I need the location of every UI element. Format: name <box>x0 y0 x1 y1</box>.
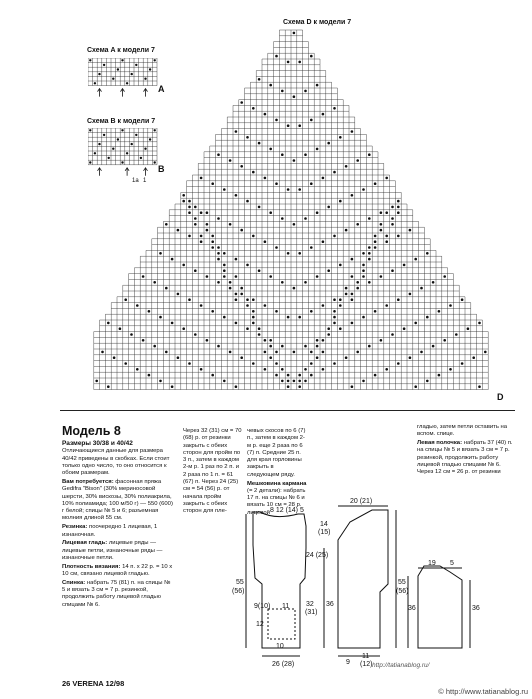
dim-front-55: 55 <box>398 579 406 586</box>
dim-back-32: 32 <box>306 601 314 608</box>
watermark: http://tatianablog.ru/ <box>372 662 430 669</box>
left-front-text: набрать 37 (40) п. на спицы № 5 и вязать 3 см = 7 р. резинкой, продолжить работу лицевой гладью спицами № 6. Через 12 см = 26 р. от резинки <box>417 440 513 476</box>
back-text: набрать 75 (81) п. на спицы № 5 и вязать 3 см = 7 р. резинкой, продолжить работу лицевой гладью спицами № 6. <box>62 579 171 608</box>
dim-back-9: 9(10) <box>254 603 271 610</box>
rib-text: поочередно 1 лицевая, 1 изнаночная. <box>62 524 158 538</box>
stockinette-text: лицевые ряды — лицевые петли, изнаночные ряды — изнаночные петли. <box>62 540 163 561</box>
materials-heading: Вам потребуется: <box>62 478 114 485</box>
left-front-heading: Левая полочка: <box>417 440 463 447</box>
dim-back-31: (31) <box>305 609 318 616</box>
pocket-text: (= 2 детали): набрать 17 п. на спицы № 6 и вязать 10 см = 28 р. лицевой <box>247 487 306 516</box>
dim-front-14: 14 <box>320 521 328 528</box>
dim-front-top: 20 (21) <box>350 498 373 505</box>
dim-front-9: 9 <box>346 659 350 666</box>
dim-back-11: 11 <box>282 603 290 610</box>
front-outline <box>338 510 388 648</box>
col2-text: Через 32 (31) см = 70 (68) р. от резинки закрыть с обеих сторон для пройм по 3 п., затем в каждом 2-м р. 1 раз по 2 п. и 2 раза по 1 п. = 61 (67) п. Через 24 (25) см = 54 (56) р. от начала пройм закрыть с обеих сторон для пле- <box>183 428 242 515</box>
model-sizes: Размеры 30/38 и 40/42 <box>62 439 133 447</box>
model-title: Модель 8 <box>62 424 121 438</box>
scheme-a-marker: A <box>158 84 165 94</box>
col4-text: гладью, затем петли оставить на вспом. спице. <box>417 424 508 438</box>
scheme-a-title: Схема A к модели 7 <box>87 47 155 54</box>
gauge-text: 14 п. х 22 р. = 10 х 10 см, связано лицевой гладью. <box>62 563 173 578</box>
dim-sleeve-side: 36 <box>408 605 416 612</box>
scheme-b-label-1: 1 <box>143 178 147 184</box>
dim-sleeve-5: 5 <box>450 560 454 567</box>
page-footer: 26 VERENA 12/98 <box>62 679 125 688</box>
back-pocket <box>268 609 295 639</box>
dim-sleeve-36: 36 <box>472 605 480 612</box>
dim-back-56: (56) <box>232 588 245 595</box>
pocket-heading: Мешковина кармана <box>247 480 307 487</box>
dim-back-arm: 24 (25) <box>306 552 329 559</box>
rib-heading: Резинка: <box>62 524 88 531</box>
dim-back-55: 55 <box>236 579 244 586</box>
copyright-link[interactable]: © http://www.tatianablog.ru <box>438 687 528 696</box>
scheme-b-title: Схема B к модели 7 <box>87 118 156 125</box>
dim-front-12: (12) <box>360 661 373 668</box>
scheme-b-marker: B <box>158 164 165 174</box>
sleeve-outline <box>418 566 462 648</box>
dim-back-top: 8 12 (14) 5 <box>270 507 304 514</box>
scheme-d-title: Схема D к модели 7 <box>283 19 352 26</box>
dim-front-11: 11 <box>362 653 370 660</box>
materials-text: фасонная пряжа Gedifra "Bison" (30% мериносовой шерсти, 30% вискозы, 30% полиакрила, 10% полиамида; 100 м/50 г) — 550 (600) г белой; спицы № 5 и 6; разъемная молния длиной 55 см. <box>62 478 173 522</box>
scheme-b-label-1a: 1a <box>132 178 139 184</box>
dim-back-12: 12 <box>256 621 264 628</box>
dim-sleeve-top: 19 <box>428 560 436 567</box>
scheme-d-marker: D <box>497 392 504 402</box>
dim-back-10: 10 <box>276 643 284 650</box>
col3-text: чевых скосов по 6 (7) п., затем в каждом 2-м р. еще 2 раза по 6 (7) п. Средние 25 п. для края горловины закрыть в следующем ряду. <box>247 428 306 478</box>
intro-text: Отличающиеся данные для размера 40/42 приведены в скобках. Если стоит только одно число, то оно относится к обоим размерам. <box>62 448 170 477</box>
dim-back-bottom: 26 (28) <box>272 661 295 668</box>
stockinette-heading: Лицевая гладь: <box>62 540 108 547</box>
gauge-heading: Плотность вязания: <box>62 563 121 570</box>
dim-front-36: 36 <box>326 601 334 608</box>
back-heading: Спинка: <box>62 579 86 586</box>
dim-front-56: (56) <box>396 588 409 595</box>
dim-front-15: (15) <box>318 529 331 536</box>
